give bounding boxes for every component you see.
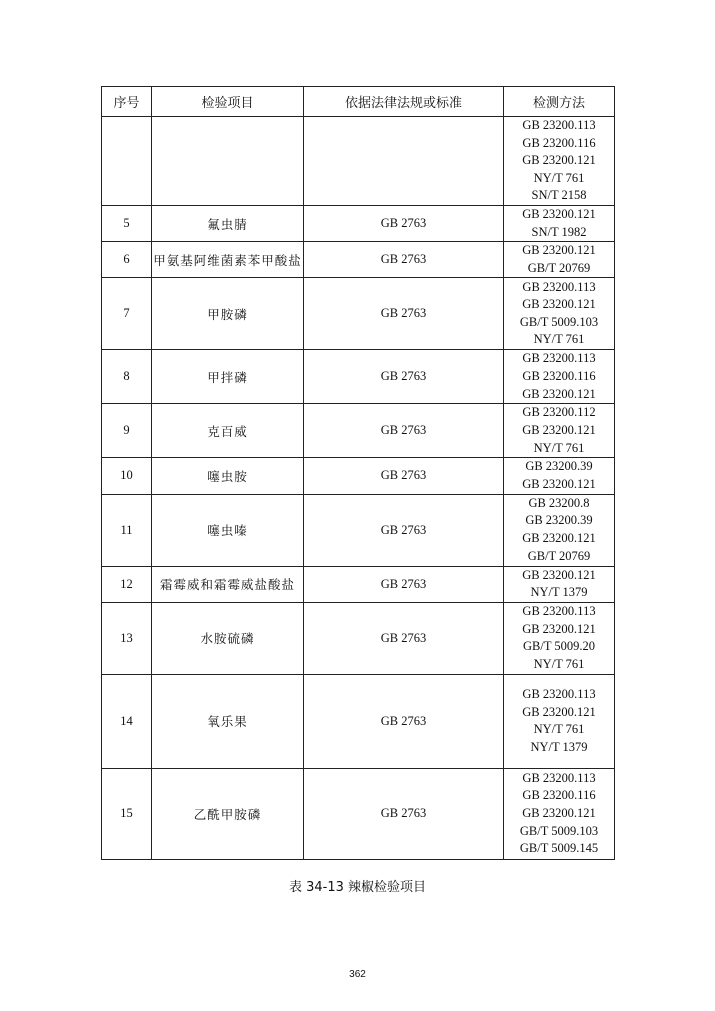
- cell-methods: [504, 117, 615, 206]
- table-header-row: [102, 87, 615, 117]
- cell-standard: GB 2763: [304, 404, 504, 458]
- cell-methods: [504, 350, 615, 404]
- cell-item: 噻虫胺: [152, 458, 304, 494]
- table-row: [102, 602, 615, 674]
- method-line: GB/T 5009.103: [519, 823, 599, 838]
- cell-standard: GB 2763: [304, 206, 504, 242]
- cell-standard: GB 2763: [304, 494, 504, 566]
- method-line: GB 23200.121: [522, 567, 596, 582]
- table-row: [102, 566, 615, 602]
- cell-serial: 15: [102, 768, 152, 859]
- cell-item: 霜霉威和霜霉威盐酸盐: [152, 566, 304, 602]
- method-line: SN/T 1982: [531, 224, 587, 239]
- table-row: [102, 404, 615, 458]
- method-line: GB 23200.113: [522, 118, 596, 133]
- inspection-table: [101, 86, 615, 860]
- cell-methods: [504, 404, 615, 458]
- cell-serial: 8: [102, 350, 152, 404]
- method-line: GB 23200.8: [528, 495, 590, 510]
- cell-standard: [304, 117, 504, 206]
- method-line: GB/T 5009.20: [523, 639, 595, 654]
- cell-item: [152, 117, 304, 206]
- method-line: GB 23200.116: [522, 135, 596, 150]
- method-line: GB 23200.121: [522, 153, 596, 168]
- cell-standard: GB 2763: [304, 566, 504, 602]
- cell-serial: 10: [102, 458, 152, 494]
- cell-serial: 12: [102, 566, 152, 602]
- method-line: NY/T 761: [533, 656, 585, 671]
- method-line: NY/T 761: [533, 440, 585, 455]
- table-row: [102, 278, 615, 350]
- cell-methods: [504, 458, 615, 494]
- method-line: GB 23200.121: [522, 805, 596, 820]
- cell-item: 甲胺磷: [152, 278, 304, 350]
- cell-standard: GB 2763: [304, 674, 504, 768]
- cell-serial: 7: [102, 278, 152, 350]
- table-row: [102, 117, 615, 206]
- table-body: [102, 117, 615, 860]
- cell-standard: GB 2763: [304, 242, 504, 278]
- method-line: GB 23200.113: [522, 279, 596, 294]
- cell-methods: [504, 602, 615, 674]
- table-row: [102, 350, 615, 404]
- cell-serial: 6: [102, 242, 152, 278]
- header-serial: 序号: [102, 87, 152, 117]
- table-row: [102, 768, 615, 859]
- method-line: GB 23200.121: [522, 243, 596, 258]
- method-line: NY/T 761: [533, 170, 585, 185]
- cell-item: 乙酰甲胺磷: [152, 768, 304, 859]
- cell-standard: GB 2763: [304, 278, 504, 350]
- table-row: [102, 206, 615, 242]
- header-standard: 依据法律法规或标准: [304, 87, 504, 117]
- cell-item: 克百威: [152, 404, 304, 458]
- method-line: GB/T 20769: [527, 548, 591, 563]
- cell-serial: 9: [102, 404, 152, 458]
- method-line: NY/T 761: [533, 722, 585, 737]
- page-number: 362: [349, 969, 366, 980]
- method-line: GB 23200.39: [525, 513, 593, 528]
- method-line: GB 23200.121: [522, 423, 596, 438]
- cell-standard: GB 2763: [304, 602, 504, 674]
- table-row: [102, 674, 615, 768]
- cell-item: 氟虫腈: [152, 206, 304, 242]
- method-line: GB 23200.121: [522, 704, 596, 719]
- table-row: [102, 242, 615, 278]
- method-line: GB 23200.113: [522, 351, 596, 366]
- cell-standard: GB 2763: [304, 350, 504, 404]
- method-line: GB 23200.116: [522, 369, 596, 384]
- method-line: GB/T 20769: [527, 260, 591, 275]
- method-line: NY/T 1379: [530, 585, 588, 600]
- header-method: 检测方法: [504, 87, 615, 117]
- cell-methods: [504, 768, 615, 859]
- cell-methods: [504, 206, 615, 242]
- method-line: GB/T 5009.103: [519, 314, 599, 329]
- method-line: GB 23200.113: [522, 687, 596, 702]
- cell-serial: 11: [102, 494, 152, 566]
- table-row: [102, 494, 615, 566]
- cell-methods: [504, 494, 615, 566]
- method-line: GB 23200.121: [522, 476, 596, 491]
- cell-methods: [504, 242, 615, 278]
- method-line: GB 23200.121: [522, 297, 596, 312]
- method-line: SN/T 2158: [531, 188, 587, 203]
- method-line: GB 23200.39: [525, 459, 593, 474]
- cell-item: 甲拌磷: [152, 350, 304, 404]
- table-row: [102, 458, 615, 494]
- method-line: GB 23200.121: [522, 207, 596, 221]
- cell-standard: GB 2763: [304, 768, 504, 859]
- method-line: GB/T 5009.145: [519, 841, 599, 856]
- method-line: GB 23200.121: [522, 386, 596, 401]
- table-caption: 表 34-13 辣椒检验项目: [288, 880, 427, 895]
- method-line: GB 23200.113: [522, 770, 596, 785]
- method-line: GB 23200.121: [522, 531, 596, 546]
- header-item: 检验项目: [152, 87, 304, 117]
- method-line: GB 23200.112: [522, 405, 596, 420]
- cell-item: 甲氨基阿维菌素苯甲酸盐: [152, 242, 304, 278]
- cell-methods: [504, 566, 615, 602]
- method-line: GB 23200.113: [522, 604, 596, 619]
- method-line: GB 23200.121: [522, 621, 596, 636]
- cell-standard: GB 2763: [304, 458, 504, 494]
- cell-serial: 13: [102, 602, 152, 674]
- cell-item: 噻虫嗪: [152, 494, 304, 566]
- cell-item: 水胺硫磷: [152, 602, 304, 674]
- cell-serial: 14: [102, 674, 152, 768]
- cell-methods: [504, 674, 615, 768]
- method-line: GB 23200.116: [522, 788, 596, 803]
- cell-serial: 5: [102, 206, 152, 242]
- method-line: NY/T 1379: [530, 739, 588, 754]
- method-line: NY/T 761: [533, 332, 585, 347]
- cell-item: 氧乐果: [152, 674, 304, 768]
- cell-serial: [102, 117, 152, 206]
- cell-methods: [504, 278, 615, 350]
